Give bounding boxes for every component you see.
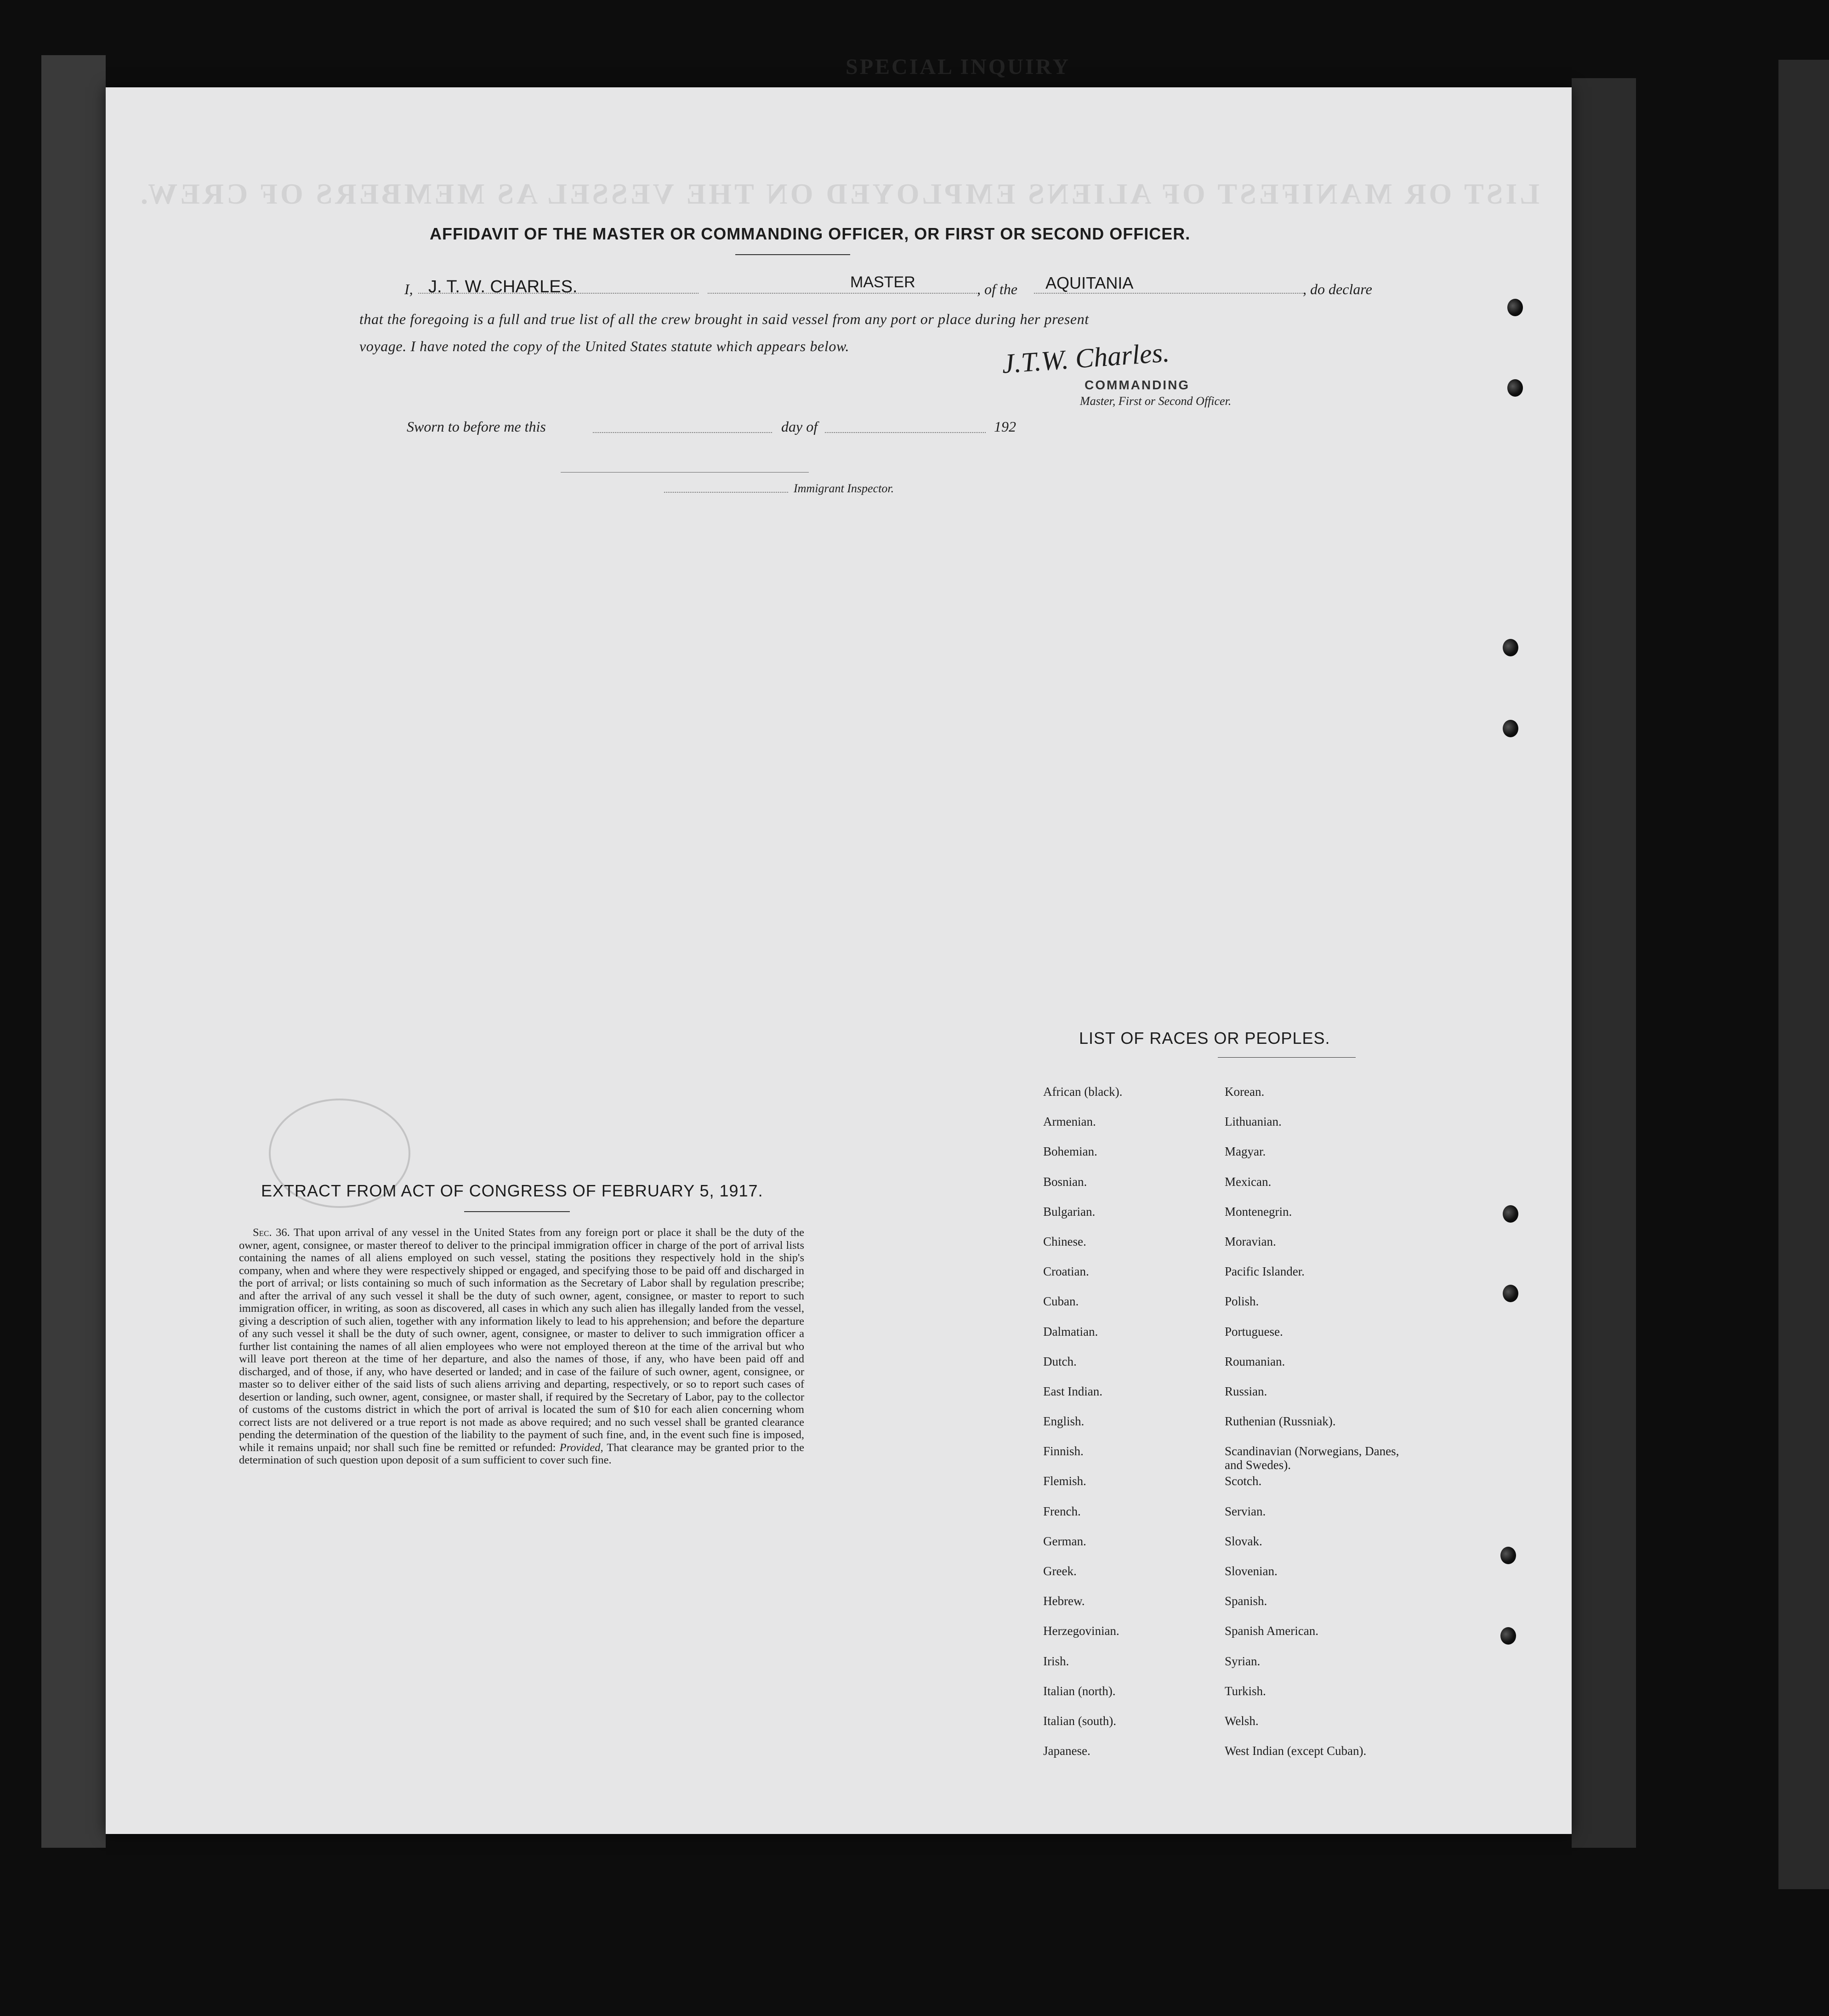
- race-right-item: Turkish.: [1225, 1684, 1266, 1698]
- far-right-edge: [1778, 60, 1829, 1889]
- race-right-item: Portuguese.: [1225, 1324, 1283, 1338]
- race-right-item: Lithuanian.: [1225, 1115, 1282, 1129]
- race-left-item: Dutch.: [1043, 1354, 1077, 1368]
- binder-hole: [1507, 299, 1523, 316]
- race-left-item: Italian (south).: [1043, 1714, 1116, 1728]
- background-sheet-left: [41, 55, 106, 1848]
- race-right-item: Spanish.: [1225, 1594, 1267, 1608]
- officer-caption: Master, First or Second Officer.: [1080, 394, 1232, 408]
- races-right-column: [1225, 1085, 1399, 1774]
- race-right-item: Ruthenian (Russniak).: [1225, 1414, 1336, 1429]
- inspector-caption: Immigrant Inspector.: [794, 482, 894, 495]
- sworn-month-line: [825, 432, 986, 433]
- races-left-column: [1043, 1085, 1218, 1774]
- race-left-item: Flemish.: [1043, 1474, 1086, 1488]
- binder-hole: [1503, 639, 1518, 656]
- inspector-signature-rule: [561, 472, 809, 473]
- race-left-item: Italian (north).: [1043, 1684, 1116, 1698]
- race-left-item: Hebrew.: [1043, 1594, 1085, 1608]
- race-left-item: Finnish.: [1043, 1444, 1084, 1458]
- race-left-item: Bulgarian.: [1043, 1204, 1096, 1219]
- section-text-part1: That upon arrival of any vessel in the United States from any foreign port or place it shall be the duty of the owner, agent, consignee, or master thereof to deliver to the principal immigration officer in charge of the port of arrival lists containing the names of all aliens employed on such vessel, stating the positions they respectively hold in the ship's company, when and where they were respectively shipped or engaged, and specifying those to be paid off and discharged in the port of arrival; or lists containing so much of such information as the Secretary of Labor shall by regulation prescribe; and after the arrival of any such vessel it shall be the duty of such owner, agent, consignee, or master to report to such immigration officer, in writing, as soon as discovered, all cases in which any such alien has illegally landed from the vessel, giving a description of such alien, together with any information likely to lead to his apprehension; and before the departure of any such vessel it shall be the duty of such owner, agent, consignee, or master to deliver to such immigration officer a further list containing the names of all alien employees who were not employed thereon at the time of the arrival but who will leave port thereon at the time of her departure, and also the names of those, if any, who have been paid off and discharged, and of those, if any, who have deserted or landed; and in case of the failure of such owner, agent, consignee, or master so to deliver either of the said lists of such aliens arriving and departing, respectively, or so to report such cases of desertion or landing, such owner, agent, consignee, or master shall, if required by the Secretary of Labor, pay to the collector of customs of the customs district in which the port of arrival is located the sum of $10 for each alien concerning whom correct lists are not delivered or a true report is not made as above required; and no such vessel shall be granted clearance pending the determination of the question of the liability to the payment of such fine, and, in the event such fine is imposed, while it remains unpaid; nor shall such fine be remitted or refunded:: [239, 1226, 804, 1454]
- day-of-text: day of: [781, 418, 818, 435]
- vessel-line: [1034, 293, 1305, 294]
- race-left-item: African (black).: [1043, 1085, 1123, 1099]
- race-right-item: Russian.: [1225, 1384, 1267, 1398]
- binder-hole: [1500, 1547, 1516, 1564]
- extract-body: [239, 1226, 804, 1467]
- race-right-item: Slovenian.: [1225, 1564, 1278, 1578]
- section-label: Sec. 36.: [253, 1226, 290, 1239]
- race-right-item: West Indian (except Cuban).: [1225, 1744, 1367, 1758]
- affidavit-prefix: I,: [404, 281, 413, 297]
- provided-term: Provided,: [559, 1441, 603, 1454]
- bleed-through-title: LIST OR MANIFEST OF ALIENS EMPLOYED ON THE VESSEL AS MEMBERS OF CREW.: [138, 177, 1539, 210]
- affidavit-line-2: that the foregoing is a full and true list of all the crew brought in said vessel from any port or place during her present: [359, 311, 1089, 327]
- extract-title-rule: [464, 1211, 570, 1212]
- affidavit-title-rule: [735, 254, 850, 255]
- binder-hole: [1503, 1285, 1518, 1302]
- race-right-item: Pacific Islander.: [1225, 1264, 1305, 1279]
- race-right-item: Montenegrin.: [1225, 1204, 1292, 1219]
- race-right-item: Welsh.: [1225, 1714, 1259, 1728]
- sworn-prefix: Sworn to before me this: [407, 418, 546, 435]
- binder-hole: [1503, 720, 1518, 737]
- race-left-item: French.: [1043, 1504, 1081, 1518]
- race-right-item: Polish.: [1225, 1294, 1259, 1309]
- affidavit-title: AFFIDAVIT OF THE MASTER OR COMMANDING OFFICER, OR FIRST OR SECOND OFFICER.: [430, 224, 1191, 243]
- affidavit-line-3: voyage. I have noted the copy of the United States statute which appears below.: [359, 338, 850, 354]
- race-left-item: Irish.: [1043, 1654, 1069, 1668]
- master-signature: J.T.W. Charles.: [1001, 337, 1170, 379]
- race-left-item: Chinese.: [1043, 1234, 1086, 1248]
- sworn-line: [407, 418, 1096, 441]
- races-title: LIST OF RACES OR PEOPLES.: [1079, 1029, 1330, 1048]
- extract-title: EXTRACT FROM ACT OF CONGRESS OF FEBRUARY 5, 1917.: [261, 1181, 763, 1200]
- background-sheet-right: [1572, 78, 1636, 1848]
- race-right-item: Moravian.: [1225, 1234, 1276, 1248]
- document-page: [106, 87, 1572, 1834]
- section-text-part2: That clearance may be granted prior to the determination of such question upon deposit of a sum sufficient to cover such fine.: [239, 1441, 805, 1466]
- binder-hole: [1500, 1627, 1516, 1645]
- race-left-item: Bohemian.: [1043, 1145, 1097, 1159]
- sworn-date-line: [593, 432, 772, 433]
- race-left-item: East Indian.: [1043, 1384, 1102, 1398]
- affidavit-line-1: [404, 273, 1415, 300]
- top-strip-label: SPECIAL INQUIRY: [846, 55, 1071, 79]
- year-prefix: 192: [994, 418, 1016, 435]
- races-title-rule: [1218, 1057, 1356, 1058]
- inspector-line: [664, 492, 788, 493]
- race-left-item: Croatian.: [1043, 1264, 1089, 1279]
- race-right-item: Mexican.: [1225, 1174, 1272, 1189]
- of-the-text: , of the: [977, 281, 1017, 297]
- master-name: J. T. W. CHARLES.: [428, 277, 578, 296]
- race-right-item: Slovak.: [1225, 1534, 1262, 1548]
- race-left-item: Japanese.: [1043, 1744, 1091, 1758]
- race-right-item: Spanish American.: [1225, 1624, 1318, 1638]
- race-left-item: Herzegovinian.: [1043, 1624, 1119, 1638]
- race-right-item: Syrian.: [1225, 1654, 1261, 1668]
- inspector-block: [664, 482, 1032, 500]
- commanding-stamp: COMMANDING: [1085, 378, 1190, 392]
- race-right-item: Roumanian.: [1225, 1354, 1285, 1368]
- race-right-item: Scandinavian (Norwegians, Danes, and Swedes).: [1225, 1444, 1399, 1472]
- race-left-item: Armenian.: [1043, 1115, 1096, 1129]
- race-left-item: German.: [1043, 1534, 1086, 1548]
- race-left-item: Greek.: [1043, 1564, 1077, 1578]
- rank-value: MASTER: [850, 273, 915, 291]
- vessel-name: AQUITANIA: [1045, 273, 1134, 292]
- race-right-item: Magyar.: [1225, 1145, 1266, 1159]
- race-left-item: Bosnian.: [1043, 1174, 1087, 1189]
- race-right-item: Korean.: [1225, 1085, 1265, 1099]
- do-declare-text: , do declare: [1303, 281, 1372, 297]
- race-left-item: English.: [1043, 1414, 1085, 1429]
- binder-hole: [1503, 1205, 1518, 1223]
- binder-hole: [1507, 379, 1523, 397]
- race-right-item: Servian.: [1225, 1504, 1266, 1518]
- rank-line: [708, 293, 979, 294]
- race-right-item: Scotch.: [1225, 1474, 1262, 1488]
- race-left-item: Dalmatian.: [1043, 1324, 1098, 1338]
- race-left-item: Cuban.: [1043, 1294, 1079, 1309]
